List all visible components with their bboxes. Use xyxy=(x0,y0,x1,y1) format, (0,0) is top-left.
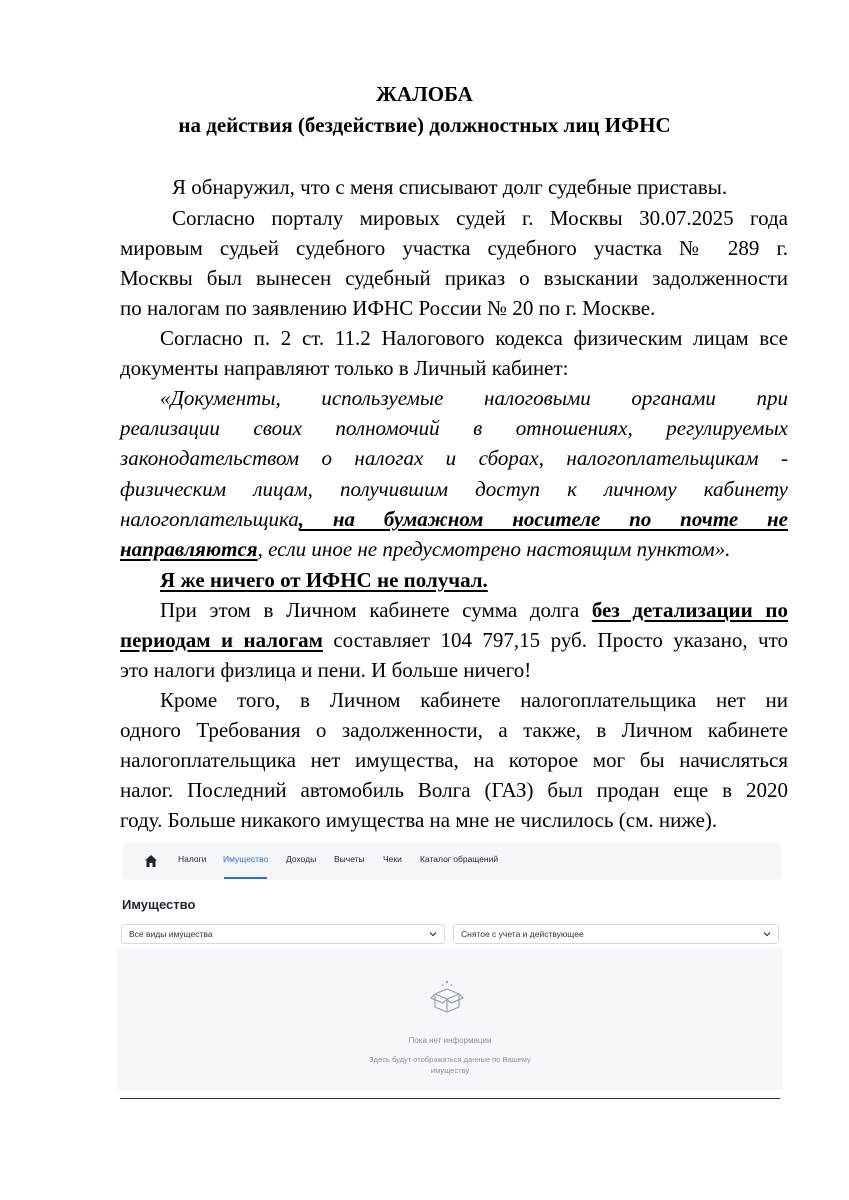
paragraph-3-line-1: Согласно п. 2 ст. 11.2 Налогового кодекса физическим лицам все xyxy=(160,326,788,350)
embedded-screenshot xyxy=(115,838,785,1090)
nav-item-property[interactable]: Имущество xyxy=(223,854,269,864)
quote-text: , если иное не предусмотрено настоящим пунктом». xyxy=(257,537,731,561)
nav-item-taxes[interactable]: Налоги xyxy=(178,854,207,864)
active-tab-indicator xyxy=(224,877,267,879)
quote-line-1: «Документы, используемые налоговыми органами при xyxy=(160,386,788,410)
nav-item-deductions[interactable]: Вычеты xyxy=(334,854,365,864)
empty-state xyxy=(117,948,783,1090)
paragraph-6-line-1: Кроме того, в Личном кабинете налогоплательщика нет ни xyxy=(160,688,788,712)
quote-text: налогоплательщика xyxy=(120,507,299,531)
property-status-select[interactable] xyxy=(453,924,779,944)
paragraph-6-line-5: году. Больше никакого имущества на мне не числилось (см. ниже). xyxy=(120,808,718,832)
paragraph-5-line-3: это налоги физлица и пени. И больше ничего! xyxy=(120,658,532,682)
paragraph-6-line-3: налогоплательщика нет имущества, на которое мог бы начисляться xyxy=(120,748,788,772)
quote-emphasis: направляются xyxy=(120,537,258,561)
paragraph-2-line-2: мировым судьей судебного участка судебного участка № 289 г. xyxy=(120,236,788,260)
paragraph-3-line-2: документы направляют только в Личный кабинет: xyxy=(120,356,569,380)
paragraph-6-line-2: одного Требования о задолженности, а также, в Личном кабинете xyxy=(120,718,788,742)
paragraph-2-line-1: Согласно порталу мировых судей г. Москвы 30.07.2025 года xyxy=(172,206,788,230)
paragraph-1: Я обнаружил, что с меня списывают долг судебные приставы. xyxy=(172,175,728,199)
bottom-divider xyxy=(120,1098,780,1099)
paragraph-5-line-1 xyxy=(160,595,788,625)
section-title: Имущество xyxy=(122,897,196,912)
paragraph-6-line-4: налог. Последний автомобиль Волга (ГАЗ) был продан еще в 2020 xyxy=(120,778,788,802)
empty-state-description: Здесь будут отображаться данные по Вашему имуществу xyxy=(369,1055,531,1075)
paragraph-5-line-2 xyxy=(120,625,788,655)
paragraph-text: составляет 104 797,15 руб. Просто указано, что xyxy=(322,628,788,652)
home-icon[interactable] xyxy=(144,854,158,868)
chevron-down-icon xyxy=(428,929,438,939)
paragraph-2-line-3: Москвы был вынесен судебный приказ о взыскании задолженности xyxy=(120,266,788,290)
chevron-down-icon xyxy=(762,929,772,939)
top-navigation xyxy=(122,842,782,880)
empty-state-title: Пока нет информации xyxy=(408,1036,492,1045)
paragraph-emphasis: периодам и налогам xyxy=(120,628,323,652)
nav-item-appeals-catalog[interactable]: Каталог обращений xyxy=(420,854,499,864)
document-subtitle: на действия (бездействие) должностных лиц ИФНС xyxy=(178,113,671,137)
property-type-select[interactable] xyxy=(121,924,445,944)
paragraph-text: При этом в Личном кабинете сумма долга xyxy=(160,598,592,622)
paragraph-4: Я же ничего от ИФНС не получал. xyxy=(160,568,488,592)
document-title: ЖАЛОБА xyxy=(376,82,473,106)
quote-line-6 xyxy=(120,534,788,564)
nav-item-receipts[interactable]: Чеки xyxy=(383,854,402,864)
paragraph-2-line-4: по налогам по заявлению ИФНС России № 20 по г. Москве. xyxy=(120,296,656,320)
quote-line-4: физическим лицам, получившим доступ к личному кабинету xyxy=(120,477,788,501)
nav-item-income[interactable]: Доходы xyxy=(286,854,317,864)
quote-line-3: законодательством о налогах и сборах, налогоплательщикам - xyxy=(120,446,788,470)
quote-emphasis: , на бумажном носителе по почте не xyxy=(298,507,788,531)
paragraph-emphasis: без детализации по xyxy=(591,598,788,622)
select-value: Снятое с учета и действующее xyxy=(461,929,584,939)
empty-box-icon xyxy=(427,978,467,1018)
quote-line-5 xyxy=(120,504,788,534)
quote-line-2: реализации своих полномочий в отношениях, регулируемых xyxy=(120,416,788,440)
select-value: Все виды имущества xyxy=(129,929,213,939)
